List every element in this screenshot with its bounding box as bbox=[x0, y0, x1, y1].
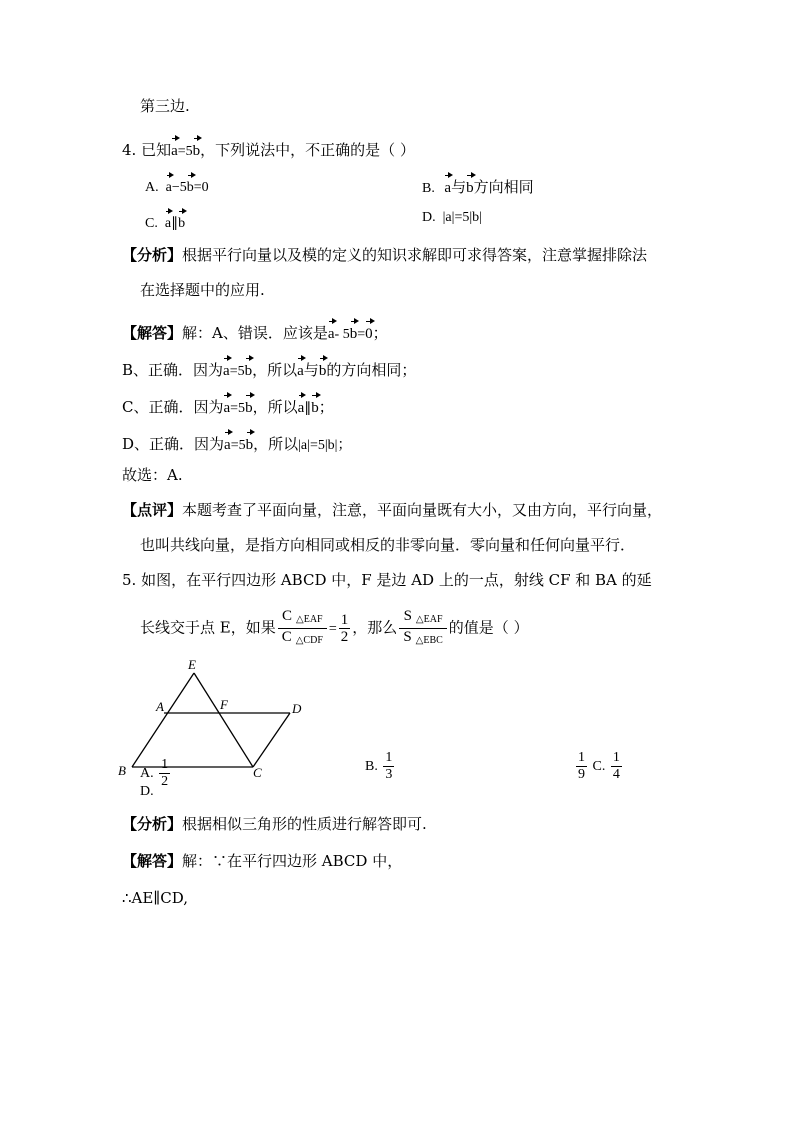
label-e: E bbox=[188, 657, 196, 672]
label-f: F bbox=[220, 697, 228, 712]
q4-comment-cont: 也叫共线向量，是指方向相同或相反的非零向量．零向量和任何向量平行． bbox=[140, 536, 636, 554]
q4-choose: 故选：A. bbox=[122, 466, 183, 484]
half-fraction: $\frac{1}{2}$ bbox=[340, 612, 349, 645]
ratio-s: $\frac{S _{\triangle EAF}}{S _{\triangle EBC}}$ bbox=[399, 608, 446, 649]
q5-option-b: B. $\frac{1}{3}$ bbox=[365, 750, 393, 783]
q4-stem: 4. 已知a=5b，下列说法中，不正确的是（ ） bbox=[122, 135, 415, 162]
q5-option-a: A. $\frac{1}{2}$ bbox=[140, 757, 169, 790]
q4-option-a: A. a−5b=0 bbox=[145, 172, 209, 198]
q4-solution-d: D、正确．因为a=5b，所以|a|=5|b|； bbox=[122, 429, 351, 456]
q5-option-c: $\frac{1}{9}$ C. $\frac{1}{4}$ bbox=[578, 750, 620, 783]
q4-comment: 【点评】本题考查了平面向量，注意，平面向量既有大小，又由方向，平行向量， bbox=[122, 501, 663, 519]
q4-option-d: D. |a|=5|b| bbox=[422, 210, 482, 225]
q4-option-c: C. a∥b bbox=[145, 208, 185, 234]
q5-option-d: D. bbox=[140, 784, 154, 799]
q4-analysis-cont: 在选择题中的应用. bbox=[140, 281, 265, 299]
line-be bbox=[132, 673, 194, 767]
q5-stem: 5. 如图，在平行四边形 ABCD 中，F 是边 AD 上的一点，射线 CF 和 BA 的延 bbox=[122, 571, 652, 589]
ratio-c: $\frac{C _{\triangle EAF}}{C _{\triangle CDF}}$ bbox=[278, 608, 327, 649]
line-dc bbox=[253, 713, 290, 767]
label-d: D bbox=[292, 701, 302, 716]
line-ec bbox=[194, 673, 253, 767]
label-b: B bbox=[118, 763, 126, 778]
q5-solution: 【解答】解：∵在平行四边形 ABCD 中， bbox=[122, 852, 403, 870]
q5-stem-cont: 长线交于点 E，如果 $\frac{C _{\triangle EAF}}{C _{\triangle CDF}}$ = $\frac{1}{2}$ ，那么 $\frac{S _{\triangle EAF}}{S _{\triangle EBC}}$ 的值是（ ） bbox=[140, 608, 529, 649]
q5-analysis: 【分析】根据相似三角形的性质进行解答即可. bbox=[122, 815, 427, 833]
continued-text: 第三边. bbox=[140, 97, 190, 115]
q4-solution-c: C、正确．因为a=5b，所以a∥b； bbox=[122, 392, 334, 419]
q5-solution-cont: ∴AE∥CD, bbox=[122, 889, 188, 907]
q4-analysis: 【分析】根据平行向量以及模的定义的知识求解即可求得答案，注意掌握排除法 bbox=[122, 246, 648, 264]
q4-option-b: B. a与b方向相同 bbox=[422, 172, 534, 199]
label-a: A bbox=[156, 699, 164, 714]
q4-solution-a: 【解答】解：A、错误．应该是a- 5b=0； bbox=[122, 318, 388, 345]
q4-solution-b: B、正确．因为a=5b，所以a与b的方向相同； bbox=[122, 355, 416, 382]
label-c: C bbox=[253, 765, 262, 780]
